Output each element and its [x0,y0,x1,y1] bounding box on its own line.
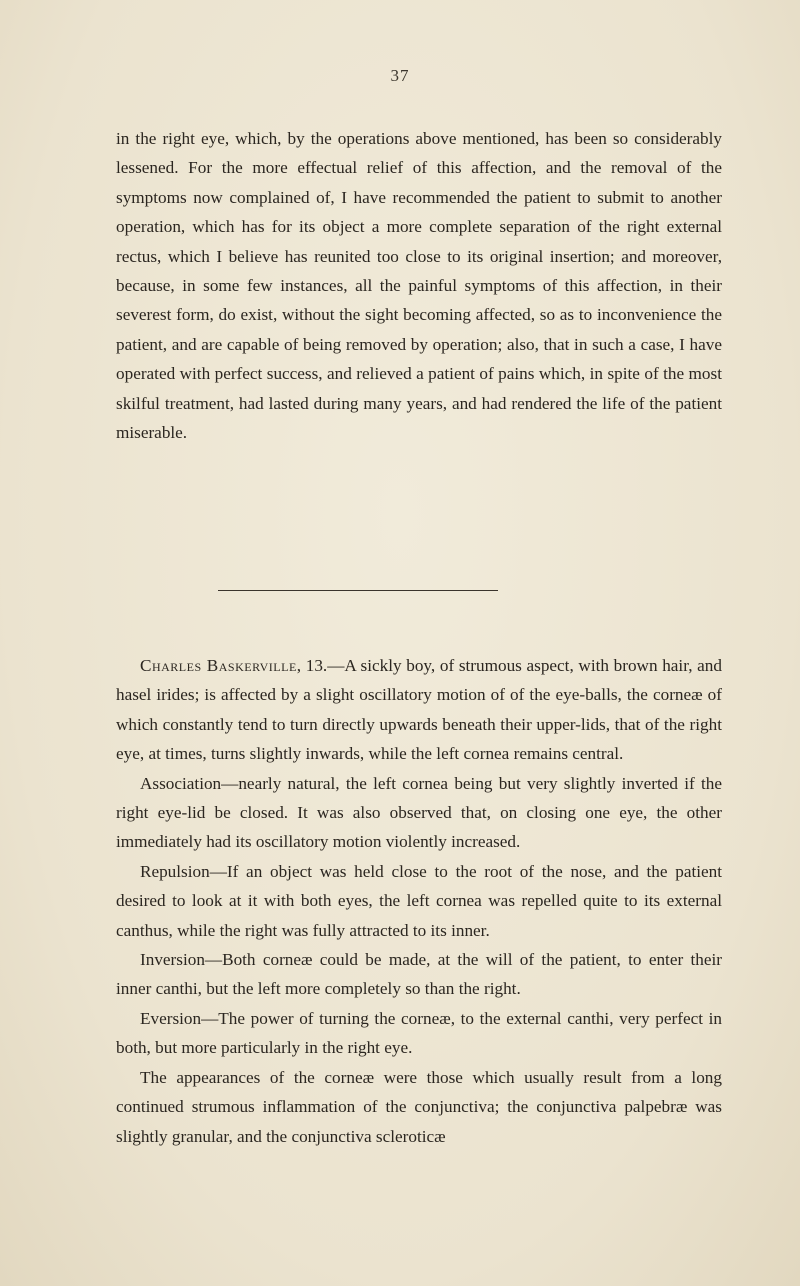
section-divider [218,590,498,591]
association-paragraph: Association—nearly natural, the left cornea being but very slightly inverted if the right eye-lid be closed. It was also observed that, on closing one eye, the other immediately had its oscillatory motion violently increased. [116,773,722,852]
paragraph-continuation: in the right eye, which, by the operations above mentioned, has been so considerably lessened. For the more effectual relief of this affection, and the removal of the symptoms now complained of, I have recommended the patient to submit to another operation, which has for its object a more complete separation of the right external rectus, which I believe has reunited too close to its original insertion; and moreover, because, in some few instances, all the painful symptoms of this affection, in their severest form, do exist, without the sight becoming affected, so as to inconvenience the patient, and are capable of being removed by operation; also, that in such a case, I have operated with perfect success, and relieved a patient of pains which, in spite of the most skilful treatment, had lasted during many years, and had rendered the life of the patient miserable. [116,129,722,443]
case-report-block [116,651,722,1151]
page-number: 37 [390,66,410,85]
inversion-paragraph: Inversion—Both corneæ could be made, at the will of the patient, to enter their inner canthi, but the left more completely so than the right. [116,950,722,999]
eversion-paragraph: Eversion—The power of turning the corneæ, to the external canthi, very perfect in both, but more particularly in the right eye. [116,1008,722,1058]
appearances-paragraph: The appearances of the corneæ were those which usually result from a long continued strumous inflammation of the conjunctiva; the conjunctiva palpebræ was slightly granular, and the conjunctiva scleroticæ [116,1067,722,1146]
case-intro-paragraph [116,651,722,769]
repulsion-paragraph: Repulsion—If an object was held close to the root of the nose, and the patient desired to look at it with both eyes, the left cornea was repelled quite to its external canthus, while the right was fully attracted to its inner. [116,861,722,940]
opening-paragraph-block [116,124,722,447]
patient-name: Charles Baskerville [140,656,297,675]
case-intro-text: , 13.—A sickly boy, of strumous aspect, with brown hair, and hasel irides; is affected by a slight oscillatory motion of of the eye-balls, the corneæ of which constantly tend to turn directly upwards beneath their upper-lids, that of the right eye, at times, turns slightly inwards, while the left cornea remains central. [116,656,722,764]
